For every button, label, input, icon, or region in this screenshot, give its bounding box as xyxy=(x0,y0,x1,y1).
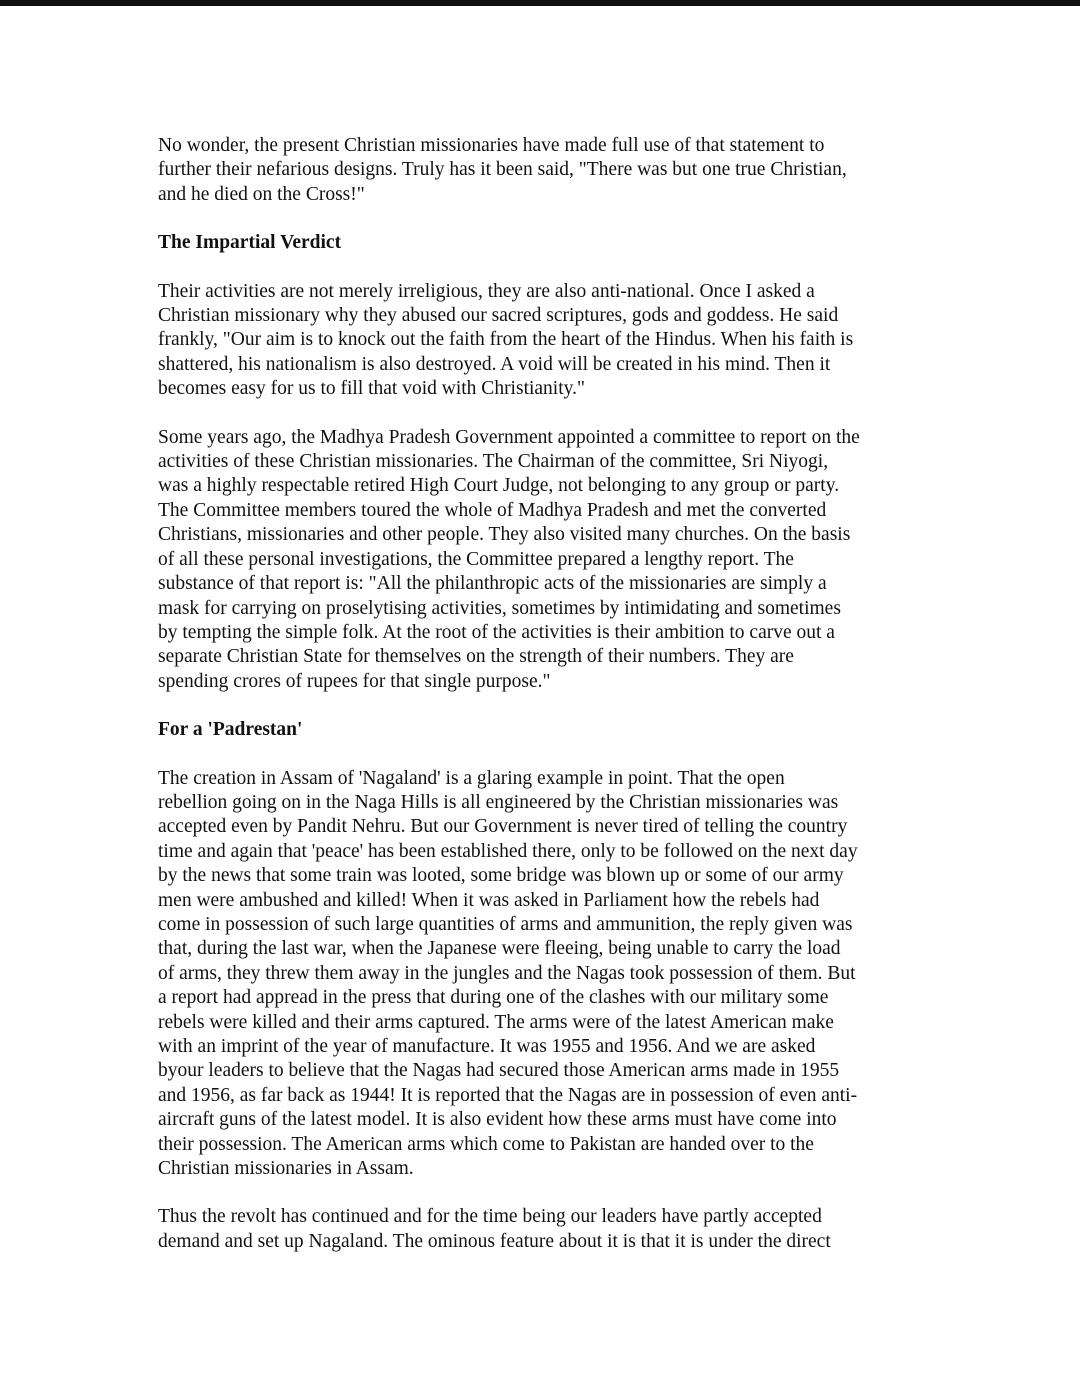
paragraph-anti-national: Their activities are not merely irreligious, they are also anti-national. Once I asked a Christian missionary why they abused our sacred scriptures, gods and goddess. He said frankly, "Our aim is to knock out the faith from the heart of the Hindus. When his faith is shattered, his nationalism is also destroyed. A void will be created in his mind. Then it becomes easy for us to fill that void with Christianity." xyxy=(158,280,854,400)
top-edge-bar xyxy=(0,0,1080,6)
heading-impartial-verdict: The Impartial Verdict xyxy=(158,232,342,254)
paragraph-revolt-continued: Thus the revolt has continued and for the time being our leaders have partly accepted demand and set up Nagaland. The ominous feature about it is that it is under the direct xyxy=(158,1206,831,1252)
document-page xyxy=(158,134,928,1278)
paragraph-nagaland: The creation in Assam of 'Nagaland' is a glaring example in point. That the open rebellion going on in the Naga Hills is all engineered by the Christian missionaries was accepted even by Pandit Nehru. But our Government is never tired of telling the country time and again that 'peace' has been established there, only to be followed on the next day by the news that some train was looted, some bridge was blown up or some of our army men were ambushed and killed! When it was asked in Parliament how the rebels had come in possession of such large quantities of arms and ammunition, the reply given was that, during the last war, when the Japanese were fleeing, being unable to carry the load of arms, they threw them away in the jungles and the Nagas took possession of them. But a report had appread in the press that during one of the clashes with our military some rebels were killed and their arms captured. The arms were of the latest American make with an imprint of the year of manufacture. It was 1955 and 1956. And we are asked byour leaders to believe that the Nagas had secured those American arms made in 1955 and 1956, as far back as 1944! It is reported that the Nagas are in possession of even anti- aircraft guns of the latest model. It is also evident how these arms must have come into their possession. The American arms which come to Pakistan are handed over to the Christian missionaries in Assam. xyxy=(158,767,858,1180)
paragraph-christian-statement: No wonder, the present Christian missionaries have made full use of that statement to further their nefarious designs. Truly has it been said, "There was but one true Christian, and he died on the Cross!" xyxy=(158,135,847,205)
heading-padrestan: For a 'Padrestan' xyxy=(158,719,303,741)
paragraph-niyogi-committee: Some years ago, the Madhya Pradesh Government appointed a committee to report on the activities of these Christian missionaries. The Chairman of the committee, Sri Niyogi, was a highly respectable retired High Court Judge, not belonging to any group or party. The Committee members toured the whole of Madhya Pradesh and met the converted Christians, missionaries and other people. They also visited many churches. On the basis of all these personal investigations, the Committee prepared a lengthy report. The substance of that report is: "All the philanthropic acts of the missionaries are simply a mask for carrying on proselytising activities, sometimes by intimidating and sometimes by tempting the simple folk. At the root of the activities is their ambition to carve out a separate Christian State for themselves on the strength of their numbers. They are spending crores of rupees for that single purpose." xyxy=(158,426,860,692)
